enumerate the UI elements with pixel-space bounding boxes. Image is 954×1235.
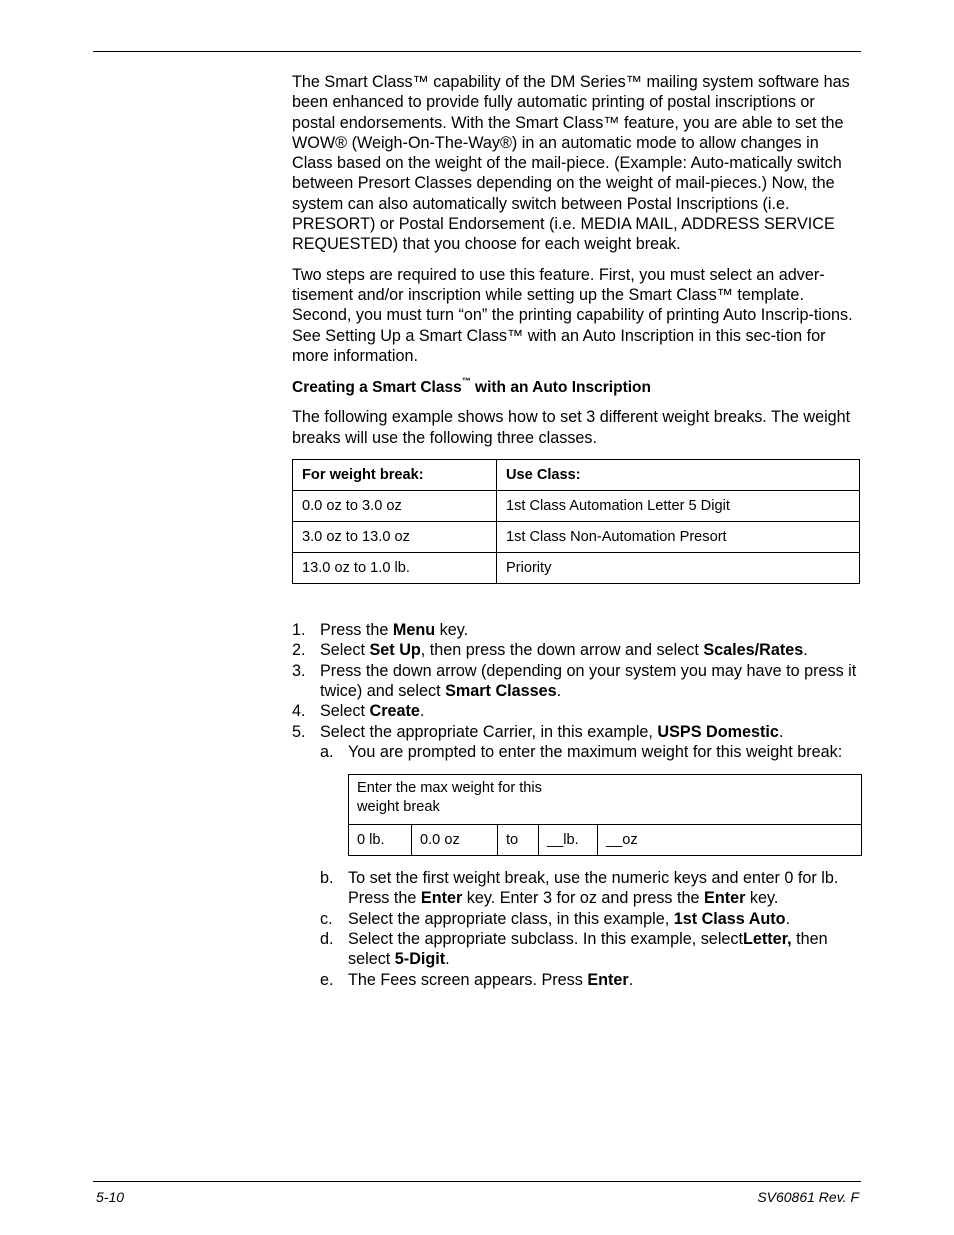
substep-text: To set the first weight break, use the numeric keys and enter 0 for lb. Press the bbox=[348, 869, 839, 908]
substep-item bbox=[320, 742, 862, 762]
step-item bbox=[292, 722, 862, 990]
procedure-steps bbox=[292, 620, 862, 990]
prompt-line: weight break bbox=[357, 799, 440, 816]
weight-cell: __oz bbox=[606, 831, 638, 848]
weight-entry-row bbox=[349, 825, 861, 855]
table-row bbox=[293, 491, 860, 522]
table-header-row bbox=[293, 460, 860, 491]
substep-text: key. Enter 3 for oz and press the bbox=[462, 889, 705, 908]
step-bold: USPS Domestic bbox=[657, 722, 779, 741]
weight-cell: to bbox=[498, 825, 539, 855]
substep-text: Select the appropriate class, in this example, bbox=[348, 909, 674, 928]
step-text: . bbox=[556, 681, 562, 700]
prompt-line: Enter the max weight for this bbox=[357, 780, 542, 797]
substeps bbox=[320, 742, 862, 762]
substep-text: The Fees screen appears. Press bbox=[348, 970, 588, 989]
table-cell: 3.0 oz to 13.0 oz bbox=[293, 522, 497, 553]
step-text: Press the bbox=[320, 621, 393, 640]
substep-letter: b. bbox=[320, 869, 334, 888]
steps-paragraph: Two steps are required to use this feature. First, you must select an adver-tisement and/or inscription while setting up the Smart Class™ template. Second, you must turn “on” the printing capability of printing Auto Inscrip-tions. See Setting Up a Smart Class™ with an Auto Inscription in this sec-tion for more information. bbox=[292, 265, 853, 365]
substep-text: . bbox=[445, 950, 450, 969]
substeps-continued bbox=[320, 868, 862, 990]
section-heading bbox=[292, 378, 862, 398]
substep-item bbox=[320, 970, 862, 990]
heading-part2: with an Auto Inscription bbox=[470, 379, 651, 397]
heading-part1: Creating a Smart Class bbox=[292, 379, 462, 397]
substep-bold: Letter, bbox=[743, 930, 792, 949]
table-cell: 13.0 oz to 1.0 lb. bbox=[293, 553, 497, 584]
substep-bold: Enter bbox=[587, 970, 629, 989]
page-number: 5-10 bbox=[96, 1189, 125, 1205]
weight-cell: __lb. bbox=[539, 825, 598, 855]
substep-letter: a. bbox=[320, 742, 334, 761]
example-paragraph: The following example shows how to set 3 different weight breaks. The weight breaks will use the following three classes. bbox=[292, 408, 851, 447]
substep-text: . bbox=[785, 909, 791, 928]
step-text: Press the down arrow (depending on your system you may have to press it twice) and select bbox=[320, 661, 857, 700]
substep-letter: d. bbox=[320, 930, 334, 949]
document-revision: SV60861 Rev. F bbox=[757, 1189, 859, 1205]
table-header-cell: Use Class: bbox=[497, 460, 860, 491]
weight-entry-prompt bbox=[349, 775, 861, 825]
intro-paragraph: The Smart Class™ capability of the DM Series™ mailing system software has been enhanced to provide fully automatic printing of postal inscriptions or postal endorsements. With the Smart Class™ feature, you are able to set the WOW® (Weigh-On-The-Way®) in an automatic mode to allow changes in Class based on the weight of the mail-piece. (Example: Auto-matically switch between Presort Classes depending on the weight of mail-pieces.) Now, the system can also automatically switch between Postal Inscriptions (i.e. PRESORT) or Postal Endorsement (i.e. MEDIA MAIL, ADDRESS SERVICE REQUESTED) that you choose for each weight break. bbox=[292, 73, 850, 254]
step-number: 5. bbox=[292, 722, 306, 741]
weight-cell: 0 lb. bbox=[349, 825, 412, 855]
substep-letter: c. bbox=[320, 909, 333, 928]
substep-text: . bbox=[628, 970, 634, 989]
substep-bold: Enter bbox=[704, 889, 746, 908]
substep-text: key. bbox=[745, 889, 779, 908]
step-bold: Menu bbox=[392, 621, 436, 640]
step-bold: Create bbox=[369, 702, 420, 721]
table-cell: Priority bbox=[497, 553, 860, 584]
substep-item bbox=[320, 868, 862, 909]
footer-rule bbox=[93, 1181, 861, 1182]
step-bold: Smart Classes bbox=[445, 681, 557, 700]
substep-item bbox=[320, 929, 862, 970]
step-text: . bbox=[803, 641, 808, 660]
step-text: Select bbox=[320, 702, 370, 721]
weight-class-table bbox=[292, 459, 860, 584]
step-number: 3. bbox=[292, 661, 306, 680]
table-cell: 0.0 oz to 3.0 oz bbox=[293, 491, 497, 522]
step-text: Select the appropriate Carrier, in this example, bbox=[320, 722, 658, 741]
substep-letter: e. bbox=[320, 970, 334, 989]
step-text: , then press the down arrow and select bbox=[420, 641, 704, 660]
weight-cell: 0.0 oz bbox=[412, 825, 498, 855]
step-bold: Set Up bbox=[369, 641, 421, 660]
substep-bold: Enter bbox=[420, 889, 463, 908]
table-header-cell: For weight break: bbox=[293, 460, 497, 491]
substep-text: Select the appropriate subclass. In this example, select bbox=[348, 930, 744, 949]
step-number: 4. bbox=[292, 702, 306, 721]
table-cell: 1st Class Automation Letter 5 Digit bbox=[497, 491, 860, 522]
table-row bbox=[293, 522, 860, 553]
step-item bbox=[292, 620, 862, 640]
page-content bbox=[292, 72, 862, 990]
table-row bbox=[293, 553, 860, 584]
step-item bbox=[292, 661, 862, 702]
step-number: 2. bbox=[292, 641, 306, 660]
weight-entry-box bbox=[348, 774, 862, 856]
step-text: Select bbox=[320, 641, 370, 660]
substep-item bbox=[320, 909, 862, 929]
step-text: . bbox=[778, 722, 784, 741]
table-cell: 1st Class Non-Automation Presort bbox=[497, 522, 860, 553]
step-bold: Scales/Rates bbox=[703, 641, 804, 660]
step-text: . bbox=[419, 702, 425, 721]
substep-text: then select bbox=[348, 930, 828, 969]
header-rule bbox=[93, 51, 861, 52]
step-item bbox=[292, 640, 862, 660]
step-item bbox=[292, 701, 862, 721]
substep-bold: 1st Class Auto bbox=[673, 909, 786, 928]
trademark-symbol: ™ bbox=[461, 376, 471, 387]
step-text: key. bbox=[435, 621, 469, 640]
substep-text: You are prompted to enter the maximum weight for this weight break: bbox=[348, 742, 843, 761]
substep-bold: 5-Digit bbox=[394, 950, 446, 969]
step-number: 1. bbox=[292, 621, 306, 640]
